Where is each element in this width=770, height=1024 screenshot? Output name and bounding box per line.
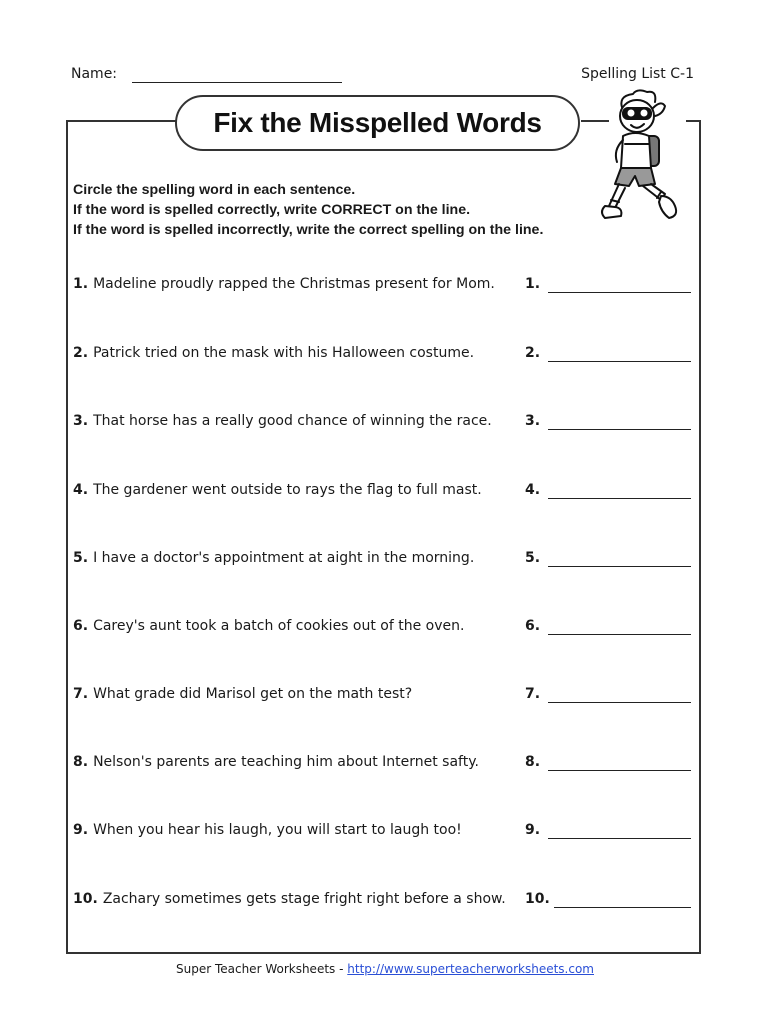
answer-number: 8. — [525, 754, 541, 770]
spelling-list-label: Spelling List C-1 — [581, 66, 694, 82]
question-item — [73, 413, 693, 435]
question-text: Madeline proudly rapped the Christmas present for Mom. — [93, 276, 495, 292]
question-text: Carey's aunt took a batch of cookies out of the oven. — [93, 618, 465, 634]
question-number: 9. — [73, 822, 89, 838]
question-item — [73, 822, 693, 844]
question-number: 1. — [73, 276, 89, 292]
question-sentence — [73, 686, 412, 702]
question-text: I have a doctor's appointment at aight in the morning. — [93, 550, 475, 566]
answer-line[interactable] — [548, 838, 691, 839]
answer-line[interactable] — [548, 292, 691, 293]
answer-number: 3. — [525, 413, 541, 429]
question-sentence — [73, 618, 464, 634]
question-number: 5. — [73, 550, 89, 566]
explorer-kid-icon — [595, 88, 691, 238]
question-item — [73, 550, 693, 572]
question-number: 3. — [73, 413, 89, 429]
question-item — [73, 276, 693, 298]
question-item — [73, 345, 693, 367]
question-item — [73, 891, 693, 913]
answer-line[interactable] — [548, 498, 691, 499]
answer-line[interactable] — [548, 634, 691, 635]
question-sentence — [73, 891, 506, 907]
question-text: Nelson's parents are teaching him about Internet safty. — [93, 754, 479, 770]
question-text: What grade did Marisol get on the math test? — [93, 686, 413, 702]
question-text: Zachary sometimes gets stage fright right before a show. — [102, 891, 506, 907]
answer-number: 1. — [525, 276, 541, 292]
question-number: 7. — [73, 686, 89, 702]
answer-line[interactable] — [548, 702, 691, 703]
question-number: 4. — [73, 482, 89, 498]
question-sentence — [73, 345, 474, 361]
question-item — [73, 482, 693, 504]
name-label: Name: — [71, 66, 118, 82]
answer-number: 4. — [525, 482, 541, 498]
question-item — [73, 686, 693, 708]
answer-number: 10. — [525, 891, 550, 907]
instruction-line: Circle the spelling word in each sentence. — [73, 182, 356, 198]
answer-number: 7. — [525, 686, 541, 702]
question-number: 2. — [73, 345, 89, 361]
answer-number: 5. — [525, 550, 541, 566]
question-text: That horse has a really good chance of winning the race. — [93, 413, 492, 429]
footer-text: Super Teacher Worksheets - — [175, 962, 344, 976]
instructions — [73, 180, 543, 240]
answer-number: 2. — [525, 345, 541, 361]
question-text: The gardener went outside to rays the flag to full mast. — [93, 482, 482, 498]
answer-line[interactable] — [548, 429, 691, 430]
question-text: Patrick tried on the mask with his Halloween costume. — [93, 345, 475, 361]
question-number: 10. — [73, 891, 98, 907]
instruction-line: If the word is spelled correctly, write CORRECT on the line. — [73, 202, 471, 218]
question-number: 6. — [73, 618, 89, 634]
footer — [0, 962, 770, 976]
frame-top-border-left — [66, 120, 176, 122]
footer-link[interactable]: http://www.superteacherworksheets.com — [347, 962, 594, 976]
answer-line[interactable] — [548, 361, 691, 362]
name-line[interactable] — [132, 82, 342, 83]
question-sentence — [73, 482, 482, 498]
title-banner — [175, 95, 580, 151]
answer-line[interactable] — [554, 907, 691, 908]
question-item — [73, 618, 693, 640]
question-sentence — [73, 754, 479, 770]
page-title: Fix the Misspelled Words — [213, 107, 542, 138]
question-text: When you hear his laugh, you will start to laugh too! — [93, 822, 462, 838]
question-sentence — [73, 413, 492, 429]
question-number: 8. — [73, 754, 89, 770]
answer-number: 6. — [525, 618, 541, 634]
instruction-line: If the word is spelled incorrectly, write the correct spelling on the line. — [73, 222, 544, 238]
question-sentence — [73, 822, 462, 838]
answer-line[interactable] — [548, 770, 691, 771]
question-sentence — [73, 276, 495, 292]
question-item — [73, 754, 693, 776]
answer-number: 9. — [525, 822, 541, 838]
answer-line[interactable] — [548, 566, 691, 567]
question-sentence — [73, 550, 474, 566]
